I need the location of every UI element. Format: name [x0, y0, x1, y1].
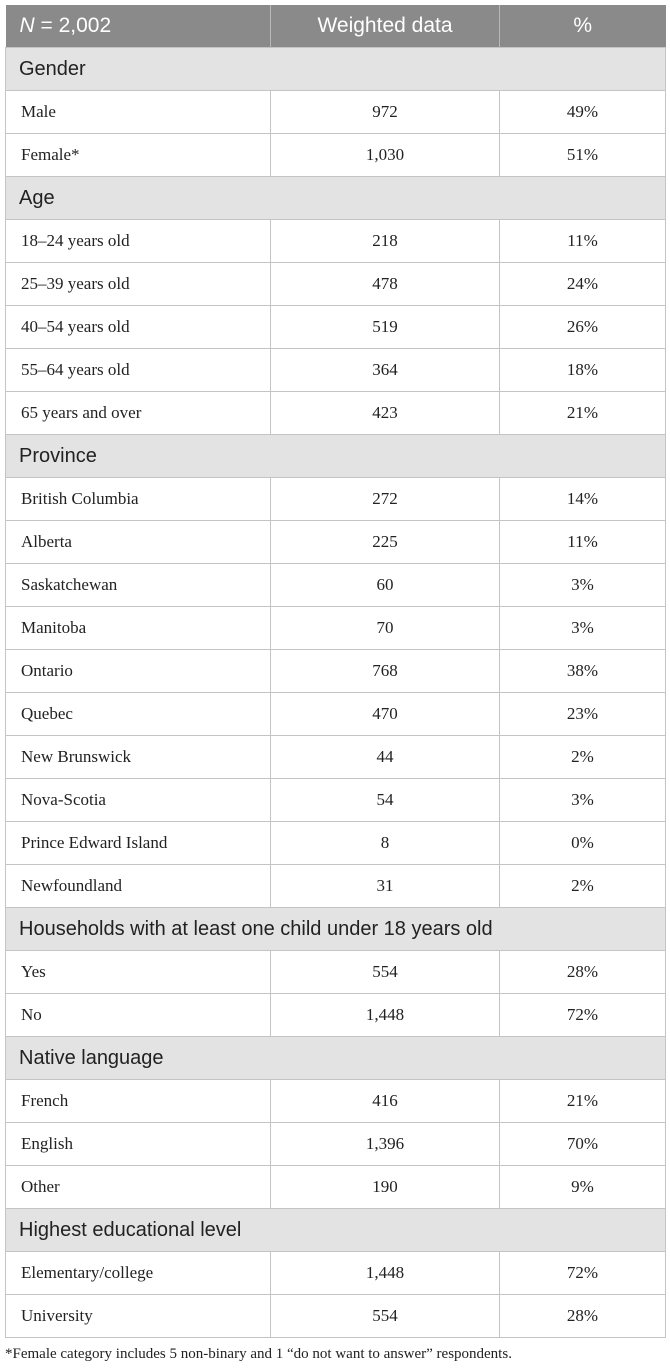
- section-title: Province: [6, 435, 666, 478]
- table-row: [6, 1252, 666, 1295]
- row-weighted-value: 60: [271, 564, 500, 607]
- row-label: No: [6, 994, 271, 1037]
- table-row: [6, 1166, 666, 1209]
- row-percent: 24%: [500, 263, 666, 306]
- row-label: 55–64 years old: [6, 349, 271, 392]
- table-row: [6, 822, 666, 865]
- row-label: Elementary/college: [6, 1252, 271, 1295]
- row-percent: 72%: [500, 994, 666, 1037]
- table-row: [6, 1080, 666, 1123]
- row-weighted-value: 1,030: [271, 134, 500, 177]
- row-weighted-value: 972: [271, 91, 500, 134]
- row-label: 18–24 years old: [6, 220, 271, 263]
- row-weighted-value: 1,396: [271, 1123, 500, 1166]
- row-percent: 26%: [500, 306, 666, 349]
- table-row: [6, 779, 666, 822]
- row-label: Nova-Scotia: [6, 779, 271, 822]
- row-weighted-value: 31: [271, 865, 500, 908]
- row-weighted-value: 54: [271, 779, 500, 822]
- table-row: [6, 306, 666, 349]
- section-title: Native language: [6, 1037, 666, 1080]
- row-percent: 2%: [500, 865, 666, 908]
- table-footnote: *Female category includes 5 non-binary and 1 “do not want to answer” respondents.: [5, 1346, 512, 1362]
- row-weighted-value: 225: [271, 521, 500, 564]
- section-row: [6, 48, 666, 91]
- demographics-table: [5, 5, 666, 1338]
- table-row: [6, 693, 666, 736]
- table-row: [6, 134, 666, 177]
- section-row: [6, 435, 666, 478]
- row-percent: 9%: [500, 1166, 666, 1209]
- row-label: Manitoba: [6, 607, 271, 650]
- header-weighted-data: Weighted data: [271, 5, 500, 48]
- row-percent: 28%: [500, 951, 666, 994]
- row-percent: 3%: [500, 564, 666, 607]
- row-label: University: [6, 1295, 271, 1338]
- n-symbol: N: [19, 14, 35, 37]
- row-percent: 49%: [500, 91, 666, 134]
- table-row: [6, 1123, 666, 1166]
- table-row: [6, 736, 666, 779]
- row-weighted-value: 70: [271, 607, 500, 650]
- table-row: [6, 650, 666, 693]
- row-percent: 18%: [500, 349, 666, 392]
- row-label: Other: [6, 1166, 271, 1209]
- row-weighted-value: 1,448: [271, 994, 500, 1037]
- row-label: Newfoundland: [6, 865, 271, 908]
- row-weighted-value: 554: [271, 951, 500, 994]
- table-header: [6, 5, 666, 48]
- row-percent: 3%: [500, 779, 666, 822]
- row-weighted-value: 519: [271, 306, 500, 349]
- row-percent: 38%: [500, 650, 666, 693]
- row-percent: 2%: [500, 736, 666, 779]
- header-sample-size: [6, 5, 271, 48]
- table-row: [6, 349, 666, 392]
- section-row: [6, 908, 666, 951]
- row-label: Yes: [6, 951, 271, 994]
- row-percent: 11%: [500, 521, 666, 564]
- row-percent: 51%: [500, 134, 666, 177]
- row-percent: 23%: [500, 693, 666, 736]
- table-row: [6, 392, 666, 435]
- table-row: [6, 220, 666, 263]
- row-weighted-value: 190: [271, 1166, 500, 1209]
- row-label: British Columbia: [6, 478, 271, 521]
- row-percent: 3%: [500, 607, 666, 650]
- row-weighted-value: 272: [271, 478, 500, 521]
- row-weighted-value: 554: [271, 1295, 500, 1338]
- header-row: [6, 5, 666, 48]
- section-title: Gender: [6, 48, 666, 91]
- section-row: [6, 1037, 666, 1080]
- row-weighted-value: 768: [271, 650, 500, 693]
- row-label: Alberta: [6, 521, 271, 564]
- row-percent: 72%: [500, 1252, 666, 1295]
- row-weighted-value: 8: [271, 822, 500, 865]
- table-row: [6, 1295, 666, 1338]
- row-label: Quebec: [6, 693, 271, 736]
- table-row: [6, 263, 666, 306]
- table-row: [6, 564, 666, 607]
- row-weighted-value: 478: [271, 263, 500, 306]
- row-label: Male: [6, 91, 271, 134]
- table-body: [6, 48, 666, 1338]
- row-percent: 21%: [500, 392, 666, 435]
- table-row: [6, 607, 666, 650]
- row-percent: 28%: [500, 1295, 666, 1338]
- row-weighted-value: 44: [271, 736, 500, 779]
- row-weighted-value: 1,448: [271, 1252, 500, 1295]
- table-row: [6, 521, 666, 564]
- row-label: 65 years and over: [6, 392, 271, 435]
- row-percent: 21%: [500, 1080, 666, 1123]
- row-weighted-value: 218: [271, 220, 500, 263]
- section-row: [6, 1209, 666, 1252]
- header-percent: %: [500, 5, 666, 48]
- n-value: = 2,002: [34, 14, 112, 37]
- section-title: Households with at least one child under 18 years old: [6, 908, 666, 951]
- row-label: French: [6, 1080, 271, 1123]
- table-row: [6, 994, 666, 1037]
- section-title: Highest educational level: [6, 1209, 666, 1252]
- row-percent: 14%: [500, 478, 666, 521]
- row-label: English: [6, 1123, 271, 1166]
- table-row: [6, 478, 666, 521]
- row-label: Prince Edward Island: [6, 822, 271, 865]
- row-label: Saskatchewan: [6, 564, 271, 607]
- row-weighted-value: 416: [271, 1080, 500, 1123]
- row-weighted-value: 470: [271, 693, 500, 736]
- row-label: 40–54 years old: [6, 306, 271, 349]
- row-label: Ontario: [6, 650, 271, 693]
- row-percent: 0%: [500, 822, 666, 865]
- row-percent: 11%: [500, 220, 666, 263]
- table-row: [6, 865, 666, 908]
- row-percent: 70%: [500, 1123, 666, 1166]
- row-weighted-value: 423: [271, 392, 500, 435]
- row-label: Female*: [6, 134, 271, 177]
- row-label: New Brunswick: [6, 736, 271, 779]
- section-title: Age: [6, 177, 666, 220]
- row-label: 25–39 years old: [6, 263, 271, 306]
- row-weighted-value: 364: [271, 349, 500, 392]
- table-row: [6, 951, 666, 994]
- table-row: [6, 91, 666, 134]
- section-row: [6, 177, 666, 220]
